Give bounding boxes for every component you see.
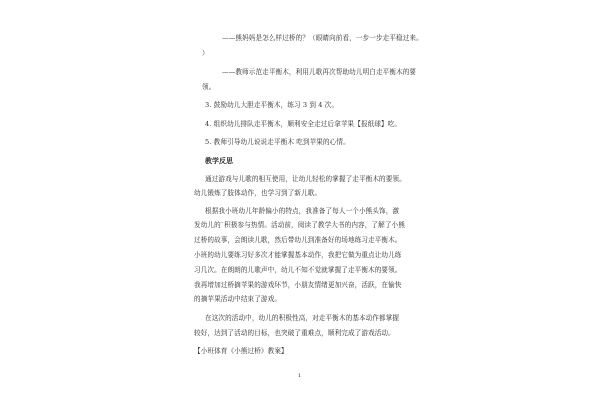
reflection-line: 根据我小班幼儿年龄偏小的特点，我准备了每人一个小熊头饰，激 (205, 207, 400, 215)
step-5: 5. 教师引导幼儿说说走平衡木 吃到苹果的心情。 (205, 138, 350, 146)
reflection-line: 通过游戏与儿歌的相互使用，让幼儿轻松的掌握了走平衡木的要领。 (205, 175, 406, 183)
page-number: 1 (298, 373, 302, 379)
reflection-line: 的摘苹果活动中结束了游戏。 (194, 295, 282, 303)
reflection-line: 我再增加过桥摘苹果的游戏环节，小朋友情绪更加兴奋，活跃，在愉快 (194, 281, 402, 289)
reflection-heading: 教学反思 (205, 156, 233, 165)
reflection-line: 较好，达到了活动的目标，也突破了重难点，顺利完成了游戏活动。 (194, 329, 395, 337)
reflection-line: 发幼儿的`积极参与热情。活动前，阅读了教学大书的内容，了解了小熊 (194, 221, 405, 229)
reflection-line: 小班的幼儿要练习好多次才能掌握基本动作，我把它做为重点让幼儿练 (194, 251, 402, 259)
document-footer-title: 【小班体育《小熊过桥》教案】 (194, 347, 288, 355)
dialogue-line-3: ——教师示范走平衡木，利用儿歌再次帮助幼儿明白走平衡木的要 (222, 68, 417, 76)
reflection-line: 在这次的活动中，幼儿的积极性高，对走平衡木的基本动作都掌握 (205, 314, 400, 322)
reflection-line: 过桥的故事，会朗读儿歌，然后带幼儿到准备好的场地练习走平衡木。 (194, 236, 402, 244)
reflection-line: 习几次。在朗朗的儿歌声中，幼儿不知不觉就掌握了走平衡木的要领。 (194, 266, 402, 274)
step-4: 4. 组织幼儿排队走平衡木，顺利安全走过后拿苹果【报纸球】吃。 (205, 120, 402, 128)
reflection-line: 幼儿锻炼了肢体动作，也学习到了新儿歌。 (194, 189, 322, 197)
step-3: 3. 鼓励幼儿大胆走平衡木，练习 3 到 4 次。 (205, 101, 339, 109)
dialogue-line-1: ——熊妈妈是怎么样过桥的？（眼睛向前看，一步一步走平稳过来。 (222, 34, 423, 42)
dialogue-line-2: ） (202, 49, 209, 57)
dialogue-line-4: 领。 (202, 83, 216, 91)
